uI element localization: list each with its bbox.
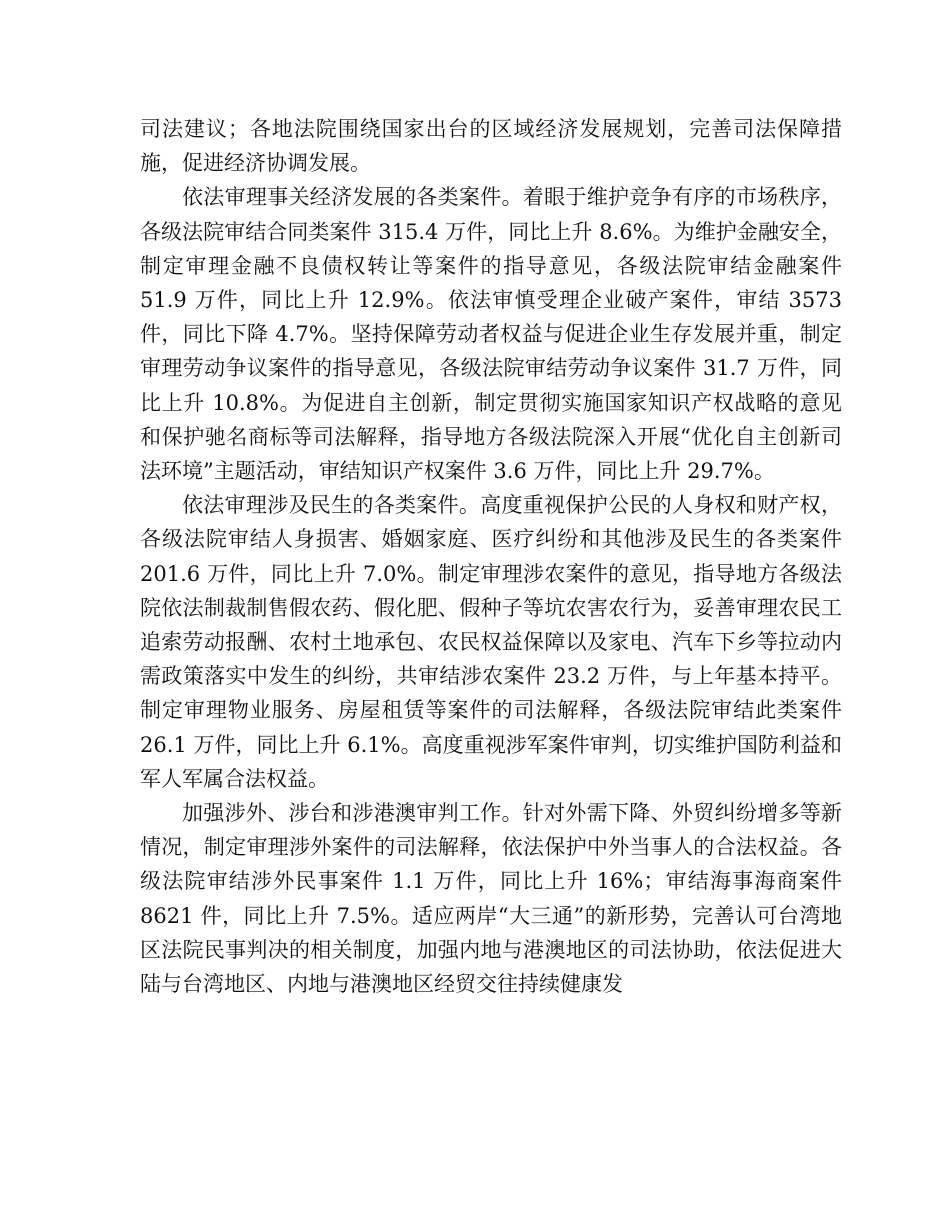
paragraph-1: 司法建议；各地法院围绕国家出台的区域经济发展规划，完善司法保障措施，促进经济协调发展。 [140,117,842,176]
paragraph-2: 依法审理事关经济发展的各类案件。着眼于维护竞争有序的市场秩序，各级法院审结合同类案件 315.4 万件，同比上升 8.6%。为维护金融安全，制定审理金融不良债权转让等案件的指导意见，各级法院审结金融案件 51.9 万件，同比上升 12.9%。依法审慎受理企业破产案件，审结 3573 件，同比下降 4.7%。坚持保障劳动者权益与促进企业生存发展并重，制定审理劳动争议案件的指导意见，各级法院审结劳动争议案件 31.7 万件，同比上升 10.8%。为促进自主创新，制定贯彻实施国家知识产权战略的意见和保护驰名商标等司法解释，指导地方各级法院深入开展“优化自主创新司法环境”主题活动，审结知识产权案件 3.6 万件，同比上升 29.7%。 [140,185,842,484]
paragraph-3: 依法审理涉及民生的各类案件。高度重视保护公民的人身权和财产权，各级法院审结人身损害、婚姻家庭、医疗纠纷和其他涉及民生的各类案件 201.6 万件，同比上升 7.0%。制定审理涉农案件的意见，指导地方各级法院依法制裁制售假农药、假化肥、假种子等坑农害农行为，妥善审理农民工追索劳动报酬、农村土地承包、农民权益保障以及家电、汽车下乡等拉动内需政策落实中发生的纠纷，共审结涉农案件 23.2 万件，与上年基本持平。制定审理物业服务、房屋租赁等案件的司法解释，各级法院审结此类案件 26.1 万件，同比上升 6.1%。高度重视涉军案件审判，切实维护国防利益和军人军属合法权益。 [140,493,842,791]
paragraph-4: 加强涉外、涉台和涉港澳审判工作。针对外需下降、外贸纠纷增多等新情况，制定审理涉外案件的司法解释，依法保护中外当事人的合法权益。各级法院审结涉外民事案件 1.1 万件，同比上升 16%；审结海事海商案件 8621 件，同比上升 7.5%。适应两岸“大三通”的新形势，完善认可台湾地区法院民事判决的相关制度，加强内地与港澳地区的司法协助，依法促进大陆与台湾地区、内地与港澳地区经贸交往持续健康发 [140,801,842,997]
